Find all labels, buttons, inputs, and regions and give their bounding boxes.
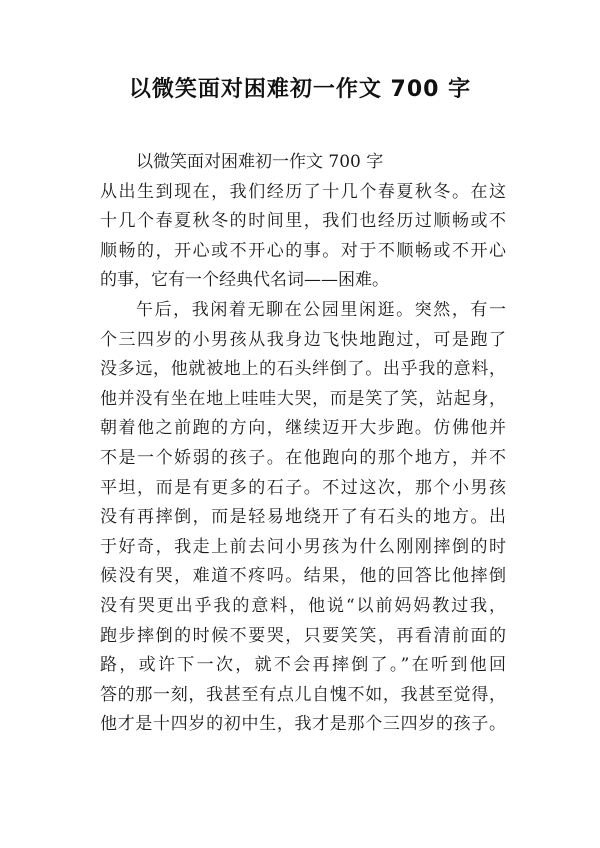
text-line: 午后，我闲着无聊在公园里闲逛。突然，有一 xyxy=(136,299,506,320)
text-line: 不是一个娇弱的孩子。在他跑向的那个地方，并不 xyxy=(100,447,506,468)
text-line: 于好奇，我走上前去问小男孩为什么刚刚摔倒的时 xyxy=(100,536,506,557)
text-line: 候没有哭，难道不疼吗。结果，他的回答比他摔倒 xyxy=(100,566,506,587)
text-line: 十几个春夏秋冬的时间里，我们也经历过顺畅或不 xyxy=(100,211,506,232)
text-line: 顺畅的，开心或不开心的事。对于不顺畅或不开心 xyxy=(100,240,506,261)
text-line: 没有再摔倒，而是轻易地绕开了有石头的地方。出 xyxy=(100,507,506,528)
text-line: 从出生到现在，我们经历了十几个春夏秋冬。在这 xyxy=(100,181,506,202)
essay-body xyxy=(100,148,506,740)
text-line: 以微笑面对困难初一作文 700 字 xyxy=(136,152,384,172)
text-line: 他才是十四岁的初中生，我才是那个三四岁的孩子。 xyxy=(100,714,506,735)
text-line: 没多远，他就被地上的石头绊倒了。出乎我的意料， xyxy=(100,359,506,380)
text-line: 平坦，而是有更多的石子。不过这次，那个小男孩 xyxy=(100,477,506,498)
text-line: 他并没有坐在地上哇哇大哭，而是笑了笑，站起身， xyxy=(100,388,506,409)
text-line: 个三四岁的小男孩从我身边飞快地跑过，可是跑了 xyxy=(100,329,506,350)
text-line: 答的那一刻，我甚至有点儿自愧不如，我甚至觉得， xyxy=(100,684,506,705)
text-line: 路，或许下一次，就不会再摔倒了。”在听到他回 xyxy=(100,655,506,676)
page-title: 以微笑面对困难初一作文 700 字 xyxy=(128,77,472,102)
text-line: 的事，它有一个经典代名词——困难。 xyxy=(100,270,389,291)
text-line: 跑步摔倒的时候不要哭，只要笑笑，再看清前面的 xyxy=(100,625,506,646)
text-line: 朝着他之前跑的方向，继续迈开大步跑。仿佛他并 xyxy=(100,418,506,439)
text-line: 没有哭更出乎我的意料，他说“以前妈妈教过我， xyxy=(100,595,506,616)
